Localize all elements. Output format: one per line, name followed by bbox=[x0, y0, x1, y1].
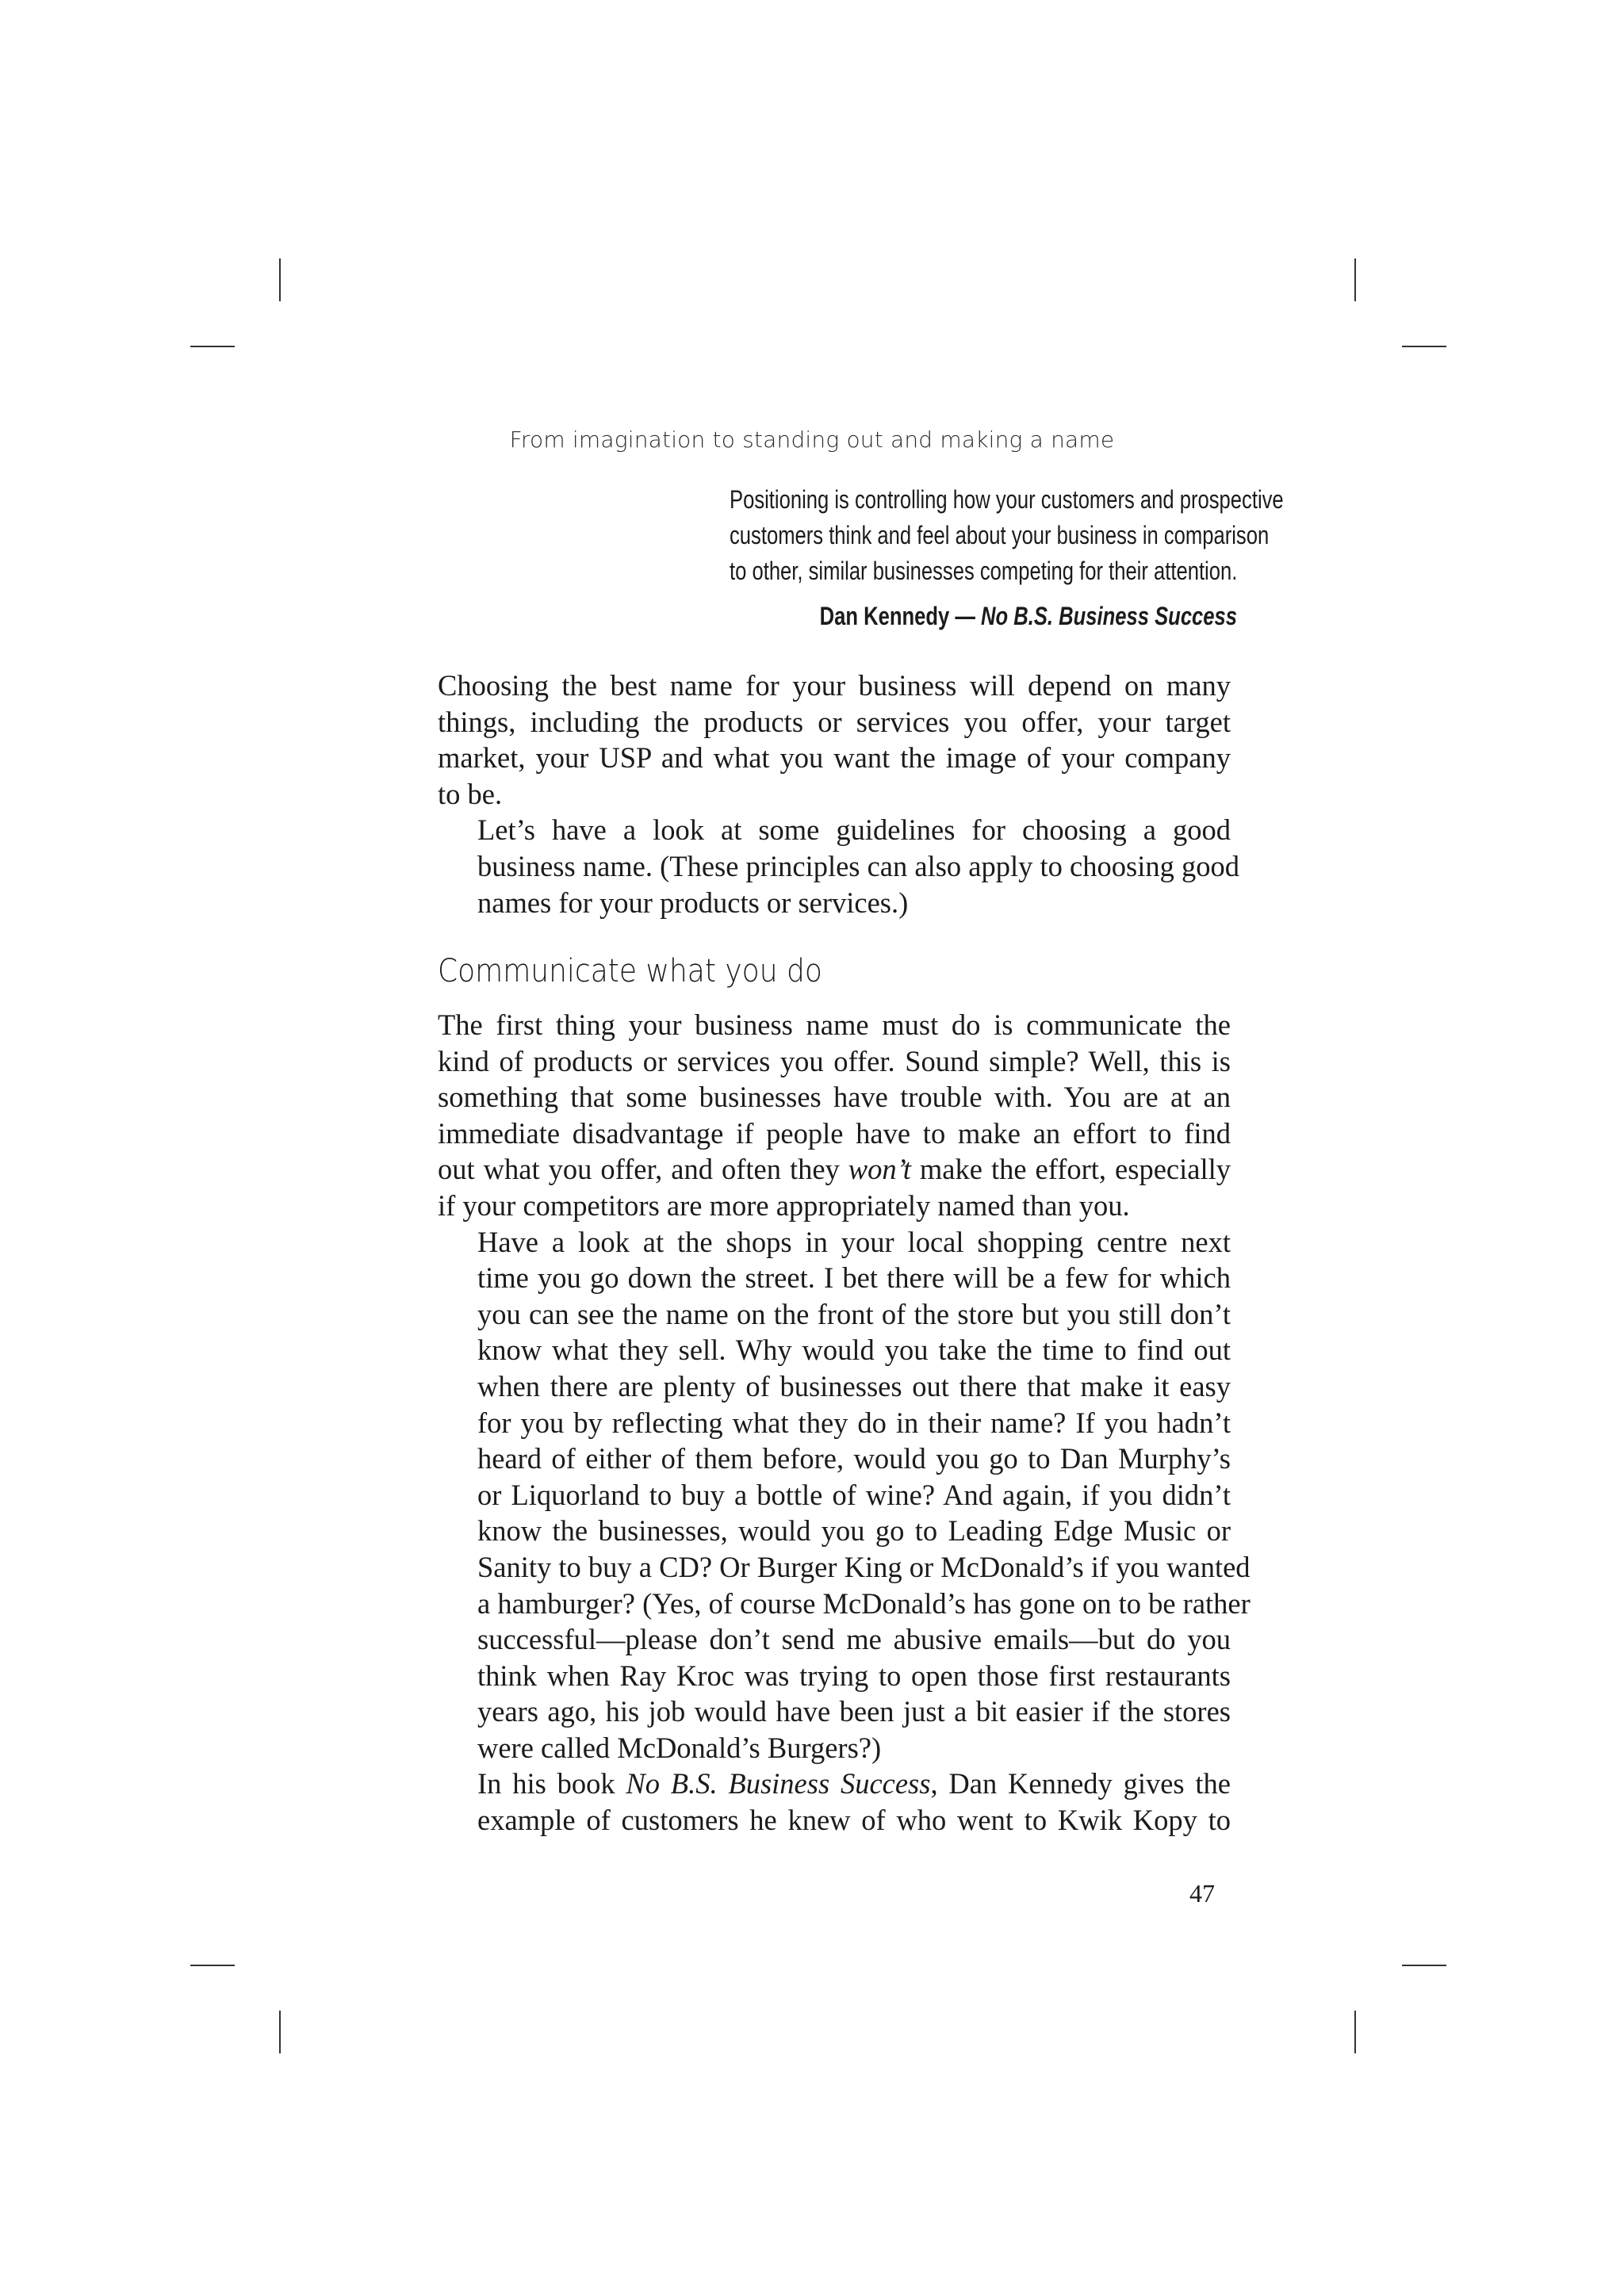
crop-mark bbox=[279, 2011, 281, 2053]
text-line: Let’s have a look at some guidelines for choosing a good bbox=[477, 813, 1231, 847]
text-line: to be. bbox=[438, 777, 503, 810]
text-line: kind of products or services you offer. Sound simple? Well, this is bbox=[438, 1044, 1231, 1077]
crop-mark bbox=[1354, 2011, 1356, 2053]
text-line: business name. (These principles can also apply to choosing good bbox=[477, 849, 1239, 882]
text-line: things, including the products or services you offer, your target bbox=[438, 705, 1231, 738]
text-run: make the effort, especially bbox=[910, 1153, 1231, 1186]
text-line: know the businesses, would you go to Leading Edge Music or bbox=[477, 1514, 1231, 1548]
paragraph bbox=[438, 1766, 1231, 1838]
running-head: From imagination to standing out and making a name bbox=[509, 427, 1115, 453]
text-line: market, your USP and what you want the image of your company bbox=[438, 741, 1231, 775]
crop-mark bbox=[279, 258, 281, 301]
text-line: successful—please don’t send me abusive emails—but do you bbox=[477, 1623, 1231, 1656]
text-line: Have a look at the shops in your local shopping centre next bbox=[477, 1225, 1231, 1258]
text-line: were called McDonald’s Burgers?) bbox=[477, 1731, 882, 1764]
text-run: , Dan Kennedy gives the bbox=[930, 1767, 1231, 1800]
crop-mark bbox=[190, 1965, 235, 1966]
epigraph-line: to other, similar businesses competing for their attention. bbox=[730, 557, 1238, 585]
text-line: time you go down the street. I bet there will be a few for which bbox=[477, 1261, 1231, 1295]
text-line: you can see the name on the front of the store but you still don’t bbox=[477, 1297, 1231, 1330]
epigraph-line: Positioning is controlling how your customers and prospective bbox=[730, 485, 1284, 514]
text-line: example of customers he knew of who went to Kwik Kopy to bbox=[477, 1804, 1231, 1837]
emphasis: won’t bbox=[848, 1153, 911, 1186]
crop-mark bbox=[190, 346, 235, 347]
paragraph bbox=[438, 668, 1231, 812]
book-title: No B.S. Business Success bbox=[626, 1767, 931, 1800]
text-line: years ago, his job would have been just a bit easier if the stores bbox=[477, 1695, 1231, 1728]
text-line: Sanity to buy a CD? Or Burger King or McDonald’s if you wanted bbox=[477, 1550, 1251, 1583]
text-line: when there are plenty of businesses out there that make it easy bbox=[477, 1369, 1231, 1402]
epigraph bbox=[730, 482, 1284, 634]
text-line: know what they sell. Why would you take the time to find out bbox=[477, 1334, 1231, 1367]
section-text bbox=[438, 1007, 1251, 1839]
text-run: In his book bbox=[477, 1767, 626, 1800]
text-line: something that some businesses have trouble with. You are at an bbox=[438, 1081, 1231, 1114]
paragraph bbox=[438, 812, 1239, 920]
text-line: if your competitors are more appropriately named than you. bbox=[438, 1188, 1130, 1222]
text-line: think when Ray Kroc was trying to open those first restaurants bbox=[477, 1659, 1231, 1692]
text-run: out what you offer, and often they bbox=[438, 1153, 848, 1186]
page-number: 47 bbox=[1189, 1879, 1215, 1908]
epigraph-line: customers think and feel about your business in comparison bbox=[730, 521, 1270, 549]
intro-text bbox=[438, 668, 1239, 920]
paragraph bbox=[438, 1007, 1231, 1224]
text-line: names for your products or services.) bbox=[477, 886, 909, 919]
text-line: immediate disadvantage if people have to make an effort to find bbox=[438, 1116, 1231, 1150]
text-line: Choosing the best name for your business will depend on many bbox=[438, 669, 1231, 702]
epigraph-source: No B.S. Business Success bbox=[981, 602, 1237, 630]
crop-mark bbox=[1402, 1965, 1446, 1966]
text-line bbox=[438, 1766, 1231, 1802]
text-line: for you by reflecting what they do in their name? If you hadn’t bbox=[477, 1406, 1231, 1439]
text-line: heard of either of them before, would you go to Dan Murphy’s bbox=[477, 1442, 1231, 1475]
crop-mark bbox=[1402, 346, 1446, 347]
text-line: a hamburger? (Yes, of course McDonald’s has gone on to be rather bbox=[477, 1586, 1251, 1620]
section-heading: Communicate what you do bbox=[438, 953, 822, 989]
crop-mark bbox=[1354, 258, 1356, 301]
text-line: The first thing your business name must do is communicate the bbox=[438, 1008, 1231, 1041]
paragraph bbox=[438, 1224, 1251, 1766]
epigraph-author: Dan Kennedy — bbox=[819, 602, 982, 630]
text-line: or Liquorland to buy a bottle of wine? And again, if you didn’t bbox=[477, 1478, 1231, 1511]
text-line bbox=[438, 1151, 1231, 1188]
epigraph-attribution bbox=[730, 599, 1237, 634]
